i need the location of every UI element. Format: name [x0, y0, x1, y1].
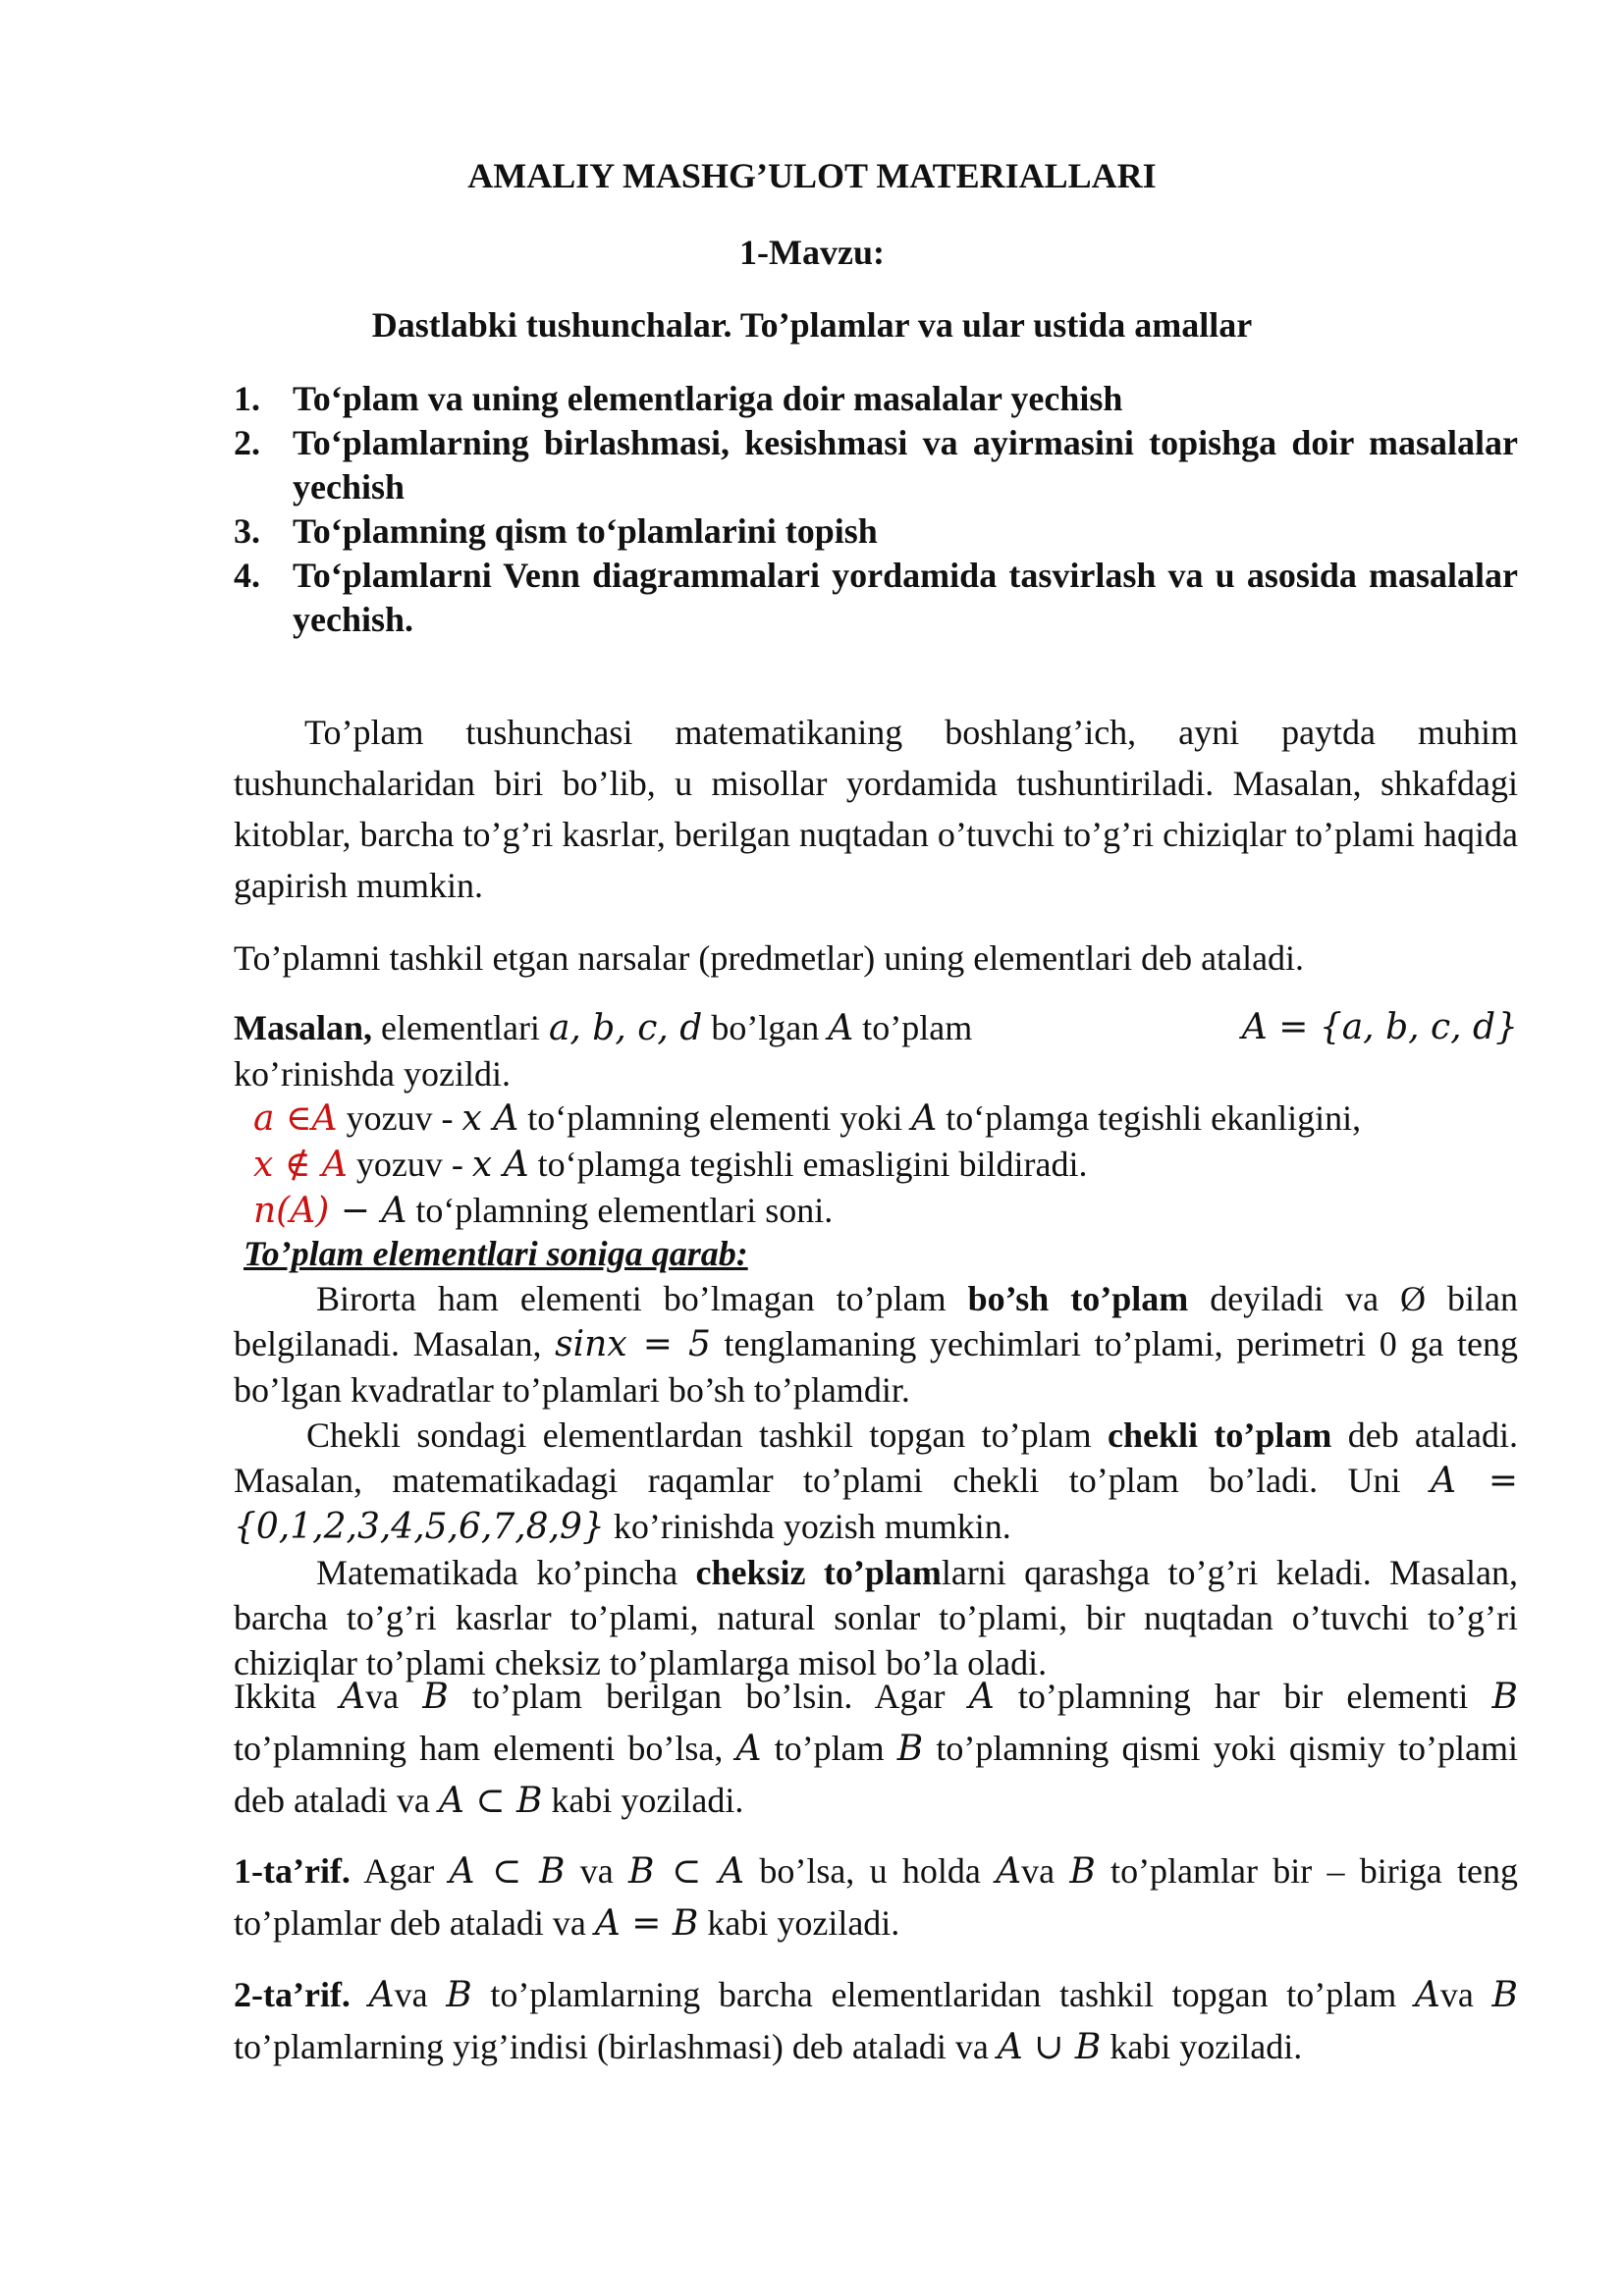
math-var: B: [1491, 1677, 1518, 1717]
paragraph-text: Chekli sondagi elementlardan tashkil topgan to’plam: [306, 1415, 1108, 1455]
notation-text: to‘plamga tegishli ekanligini,: [937, 1098, 1362, 1138]
math-subset: A ⊂ B: [449, 1851, 566, 1892]
math-var: x: [461, 1098, 482, 1139]
paragraph-text: to’plam berilgan bo’lsin. Agar: [448, 1677, 969, 1716]
math-var: A: [492, 1145, 529, 1185]
infinite-set-paragraph: [234, 1550, 1518, 1685]
paragraph-text: va: [394, 1975, 447, 2014]
list-text: To‘plamlarni Venn diagrammalari yordamida tasvirlash va u asosida masalalar yechish.: [293, 556, 1518, 639]
math-elements: a, b, c, d: [548, 1008, 703, 1048]
paragraph-text: deyiladi va Ø bilan belgilanadi. Masalan,: [234, 1279, 1518, 1363]
paragraph-text: Birorta ham elementi bo’lmagan to’plam: [316, 1279, 968, 1318]
list-item: [234, 509, 1518, 554]
paragraph-text: to’plamlarning barcha elementlaridan tashkil topgan to’plam: [471, 1975, 1415, 2014]
intro-paragraph: To’plam tushunchasi matematikaning boshlang’ich, ayni paytda muhim tushunchalaridan biri bo’lib, u misollar yordamida tushuntiriladi. Masalan, shkafdagi kitoblar, barcha to’g’ri kasrlar, berilgan nuqtadan o’tuvchi to’g’ri chiziqlar to’plami haqida gapirish mumkin.: [234, 713, 1518, 905]
notation-text: yozuv -: [337, 1098, 462, 1138]
paragraph-text: va: [1439, 1975, 1492, 2014]
notation-line: [253, 1095, 1518, 1142]
example-text: elementlari: [372, 1008, 549, 1047]
math-var: A: [368, 1975, 395, 2015]
list-item: [234, 554, 1518, 642]
paragraph-text: tenglamaning yechimlari to’plami, perimetri 0 ga teng bo’lgan kvadratlar to’plamlari bo’sh to’plamdir.: [234, 1324, 1518, 1410]
list-item: [234, 377, 1518, 421]
math-var: A: [481, 1098, 519, 1139]
notation-text: to‘plamga tegishli emasligini bildiradi.: [528, 1145, 1088, 1184]
definition-1: [234, 1845, 1518, 1949]
math-var: B: [896, 1729, 924, 1769]
math-var: A: [1414, 1975, 1440, 2015]
paragraph-text: bo’lsa, u holda: [744, 1851, 997, 1891]
math-subset: A ⊂ B: [438, 1781, 543, 1821]
notation-line: [253, 1188, 1518, 1234]
paragraph-text: va: [365, 1677, 423, 1716]
paragraph-text: ko’rinishda yozish mumkin.: [604, 1507, 1011, 1546]
math-non-membership: x ∉ A: [253, 1145, 348, 1185]
paragraph-text: Agar: [350, 1851, 450, 1891]
example-text: to’plam: [853, 1008, 973, 1047]
paragraph-text: to’plamlar bir – biriga teng to’plamlar deb ataladi va: [234, 1851, 1518, 1943]
math-var: A: [340, 1677, 366, 1717]
list-number: 1.: [234, 379, 260, 418]
notation-line: [253, 1142, 1518, 1188]
paragraph-text: deb ataladi. Masalan, matematikadagi raqamlar to’plami chekli to’plam bo’ladi. Uni: [234, 1415, 1519, 1500]
paragraph-text: to’plam: [761, 1729, 897, 1768]
example-label: Masalan,: [234, 1008, 373, 1047]
objectives-list: [234, 377, 1518, 642]
paragraph-text: larni qarashga to’g’ri keladi. Masalan, barcha to’g’ri kasrlar to’plami, natural sonlar to’plami, bir nuqtadan o’tuvchi to’g’ri chiziqlar to’plami cheksiz to’plamlarga misol bo’la oladi.: [234, 1553, 1519, 1682]
list-number: 3.: [234, 511, 260, 551]
math-equality: A = B: [594, 1903, 699, 1944]
example-left: [234, 1005, 972, 1051]
set-types-block: [234, 1276, 1518, 1685]
notation-text: yozuv -: [347, 1145, 472, 1184]
finite-set-paragraph: [234, 1413, 1518, 1550]
math-subset: B ⊂ A: [628, 1851, 745, 1892]
paragraph-text: Matematikada ko’pincha: [316, 1553, 696, 1592]
math-var: A: [911, 1098, 938, 1139]
math-var: B: [446, 1975, 472, 2015]
math-var: B: [422, 1677, 449, 1717]
paragraph-text: to’plamlarning yig’indisi (birlashmasi) deb ataladi va: [234, 2027, 998, 2066]
paragraph-text: kabi yoziladi.: [1101, 2027, 1303, 2066]
subset-paragraph: [234, 1671, 1518, 1827]
example-paragraph: [234, 1005, 1518, 1096]
math-set-name: A: [828, 1008, 854, 1048]
math-cardinality: n(A): [253, 1191, 330, 1231]
list-item: [234, 421, 1518, 509]
paragraph-text: kabi yoziladi.: [698, 1903, 900, 1943]
example-text: bo’lgan: [702, 1008, 829, 1047]
term-bold: chekli to’plam: [1108, 1415, 1332, 1455]
math-var: A: [381, 1191, 407, 1231]
math-equation: A = {0,1,2,3,4,5,6,7,8,9}: [234, 1461, 1519, 1547]
example-text: ko’rinishda yozildi.: [234, 1054, 511, 1094]
notation-block: [253, 1095, 1518, 1234]
math-membership: a ∈A: [253, 1098, 338, 1139]
paragraph-text: Ikkita: [234, 1677, 341, 1716]
term-bold: bo’sh to’plam: [967, 1279, 1189, 1318]
notation-text: to‘plamning elementlari soni.: [406, 1191, 834, 1230]
section-heading: To’plam elementlari soniga qarab:: [244, 1234, 748, 1273]
math-var: B: [1491, 1975, 1518, 2015]
math-set-definition: A = {a, b, c, d}: [1241, 1007, 1518, 1047]
math-union: A ∪ B: [997, 2027, 1102, 2067]
list-number: 4.: [234, 556, 260, 595]
topic-subtitle: Dastlabki tushunchalar. To’plamlar va ular ustida amallar: [371, 305, 1253, 345]
list-text: To‘plamning qism to‘plamlarini topish: [293, 511, 878, 551]
paragraph-text: kabi yoziladi.: [542, 1781, 744, 1820]
paragraph-text: to’plamning har bir elementi: [994, 1677, 1492, 1716]
list-text: To‘plam va uning elementlariga doir masalalar yechish: [293, 379, 1123, 418]
topic-number: 1-Mavzu:: [739, 233, 885, 272]
term-bold: cheksiz to’plam: [695, 1553, 942, 1592]
document-title: AMALIY MASHG’ULOT MATERIALLARI: [467, 156, 1157, 195]
notation-text: to‘plamning elementi yoki: [518, 1098, 912, 1138]
paragraph-text: va: [1021, 1851, 1070, 1891]
math-var: A: [996, 1851, 1022, 1892]
math-dash: −: [329, 1191, 382, 1231]
math-equation: sinx = 5: [555, 1324, 711, 1364]
list-text: To‘plamlarning birlashmasi, kesishmasi va ayirmasini topishga doir masalalar yechish: [293, 423, 1518, 507]
paragraph-text: to’plamning ham elementi bo’lsa,: [234, 1729, 736, 1768]
math-var: x: [471, 1145, 493, 1185]
definition-label: 2-ta’rif.: [234, 1975, 351, 2014]
list-number: 2.: [234, 423, 260, 462]
math-var: A: [735, 1729, 762, 1769]
definition-label: 1-ta’rif.: [234, 1851, 351, 1891]
empty-set-paragraph: [234, 1276, 1518, 1413]
definition-2: [234, 1969, 1518, 2073]
paragraph-text: va: [565, 1851, 629, 1891]
math-var: B: [1069, 1851, 1096, 1892]
example-line: [234, 1005, 1518, 1051]
math-var: A: [968, 1677, 995, 1717]
elements-paragraph: To’plamni tashkil etgan narsalar (predmetlar) uning elementlari deb ataladi.: [234, 938, 1305, 978]
paragraph-text: to’plamning qismi yoki qismiy to’plami deb ataladi va: [234, 1729, 1518, 1820]
